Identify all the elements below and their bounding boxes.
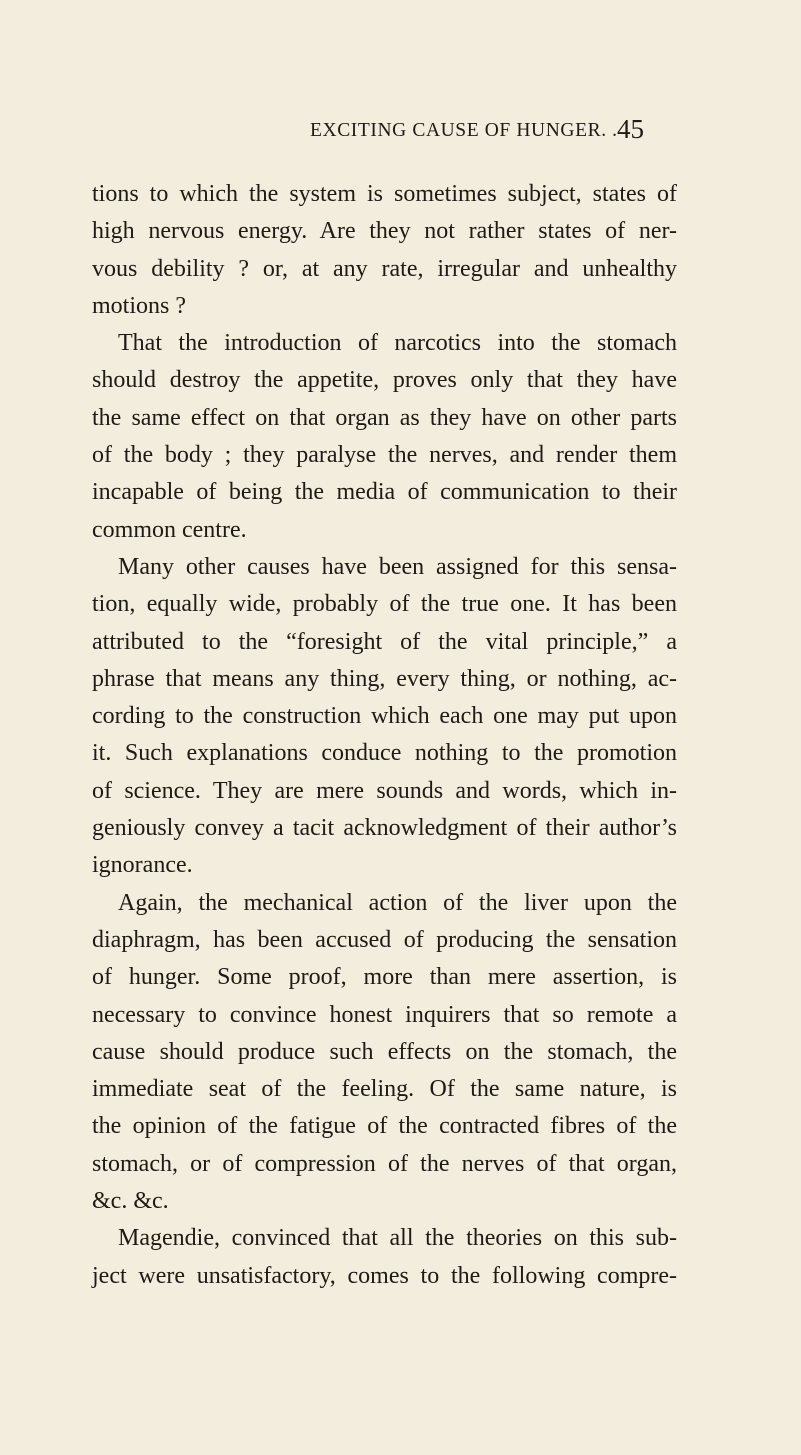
running-head — [310, 114, 690, 148]
text-line: should destroy the appetite, proves only that they have — [92, 367, 677, 394]
body-text — [92, 176, 677, 1295]
text-line: motions ? — [92, 292, 186, 319]
text-line: vous debility ? or, at any rate, irregular and unhealthy — [92, 255, 677, 282]
text-line: cording to the construction which each one may put upon — [92, 703, 677, 730]
text-line: geniously convey a tacit acknowledgment of their author’s — [92, 815, 677, 842]
text-line: immediate seat of the feeling. Of the same nature, is — [92, 1076, 677, 1103]
page-number: 45 — [617, 114, 644, 144]
text-line: it. Such explanations conduce nothing to the promotion — [92, 740, 677, 767]
text-line: stomach, or of compression of the nerves of that organ, — [92, 1150, 677, 1177]
text-line: Magendie, convinced that all the theories on this sub- — [118, 1225, 677, 1252]
text-line: incapable of being the media of communication to their — [92, 479, 677, 506]
text-line: Many other causes have been assigned for this sensa- — [118, 553, 677, 580]
text-line: &c. &c. — [92, 1188, 169, 1215]
text-line: common centre. — [92, 516, 247, 543]
text-line: the same effect on that organ as they have on other parts — [92, 404, 677, 431]
text-line: of science. They are mere sounds and words, which in- — [92, 777, 677, 804]
text-line: cause should produce such effects on the stomach, the — [92, 1038, 677, 1065]
text-line: tions to which the system is sometimes subject, states of — [92, 181, 677, 207]
text-line: tion, equally wide, probably of the true one. It has been — [92, 591, 677, 618]
text-line: Again, the mechanical action of the liver upon the — [118, 889, 677, 916]
text-line: phrase that means any thing, every thing, or nothing, ac- — [92, 665, 677, 692]
text-line: ject were unsatisfactory, comes to the following compre- — [92, 1262, 677, 1289]
text-line: diaphragm, has been accused of producing the sensation — [92, 926, 677, 953]
text-line: the opinion of the fatigue of the contracted fibres of the — [92, 1113, 677, 1140]
text-line: necessary to convince honest inquirers that so remote a — [92, 1001, 677, 1028]
text-line: of the body ; they paralyse the nerves, and render them — [92, 442, 677, 469]
running-title: EXCITING CAUSE OF HUNGER. . — [310, 120, 618, 141]
text-line: That the introduction of narcotics into the stomach — [118, 330, 677, 357]
text-line: high nervous energy. Are they not rather states of ner- — [92, 218, 677, 245]
text-line: attributed to the “foresight of the vital principle,” a — [92, 628, 677, 655]
text-line: ignorance. — [92, 852, 193, 879]
text-line: of hunger. Some proof, more than mere assertion, is — [92, 964, 677, 991]
